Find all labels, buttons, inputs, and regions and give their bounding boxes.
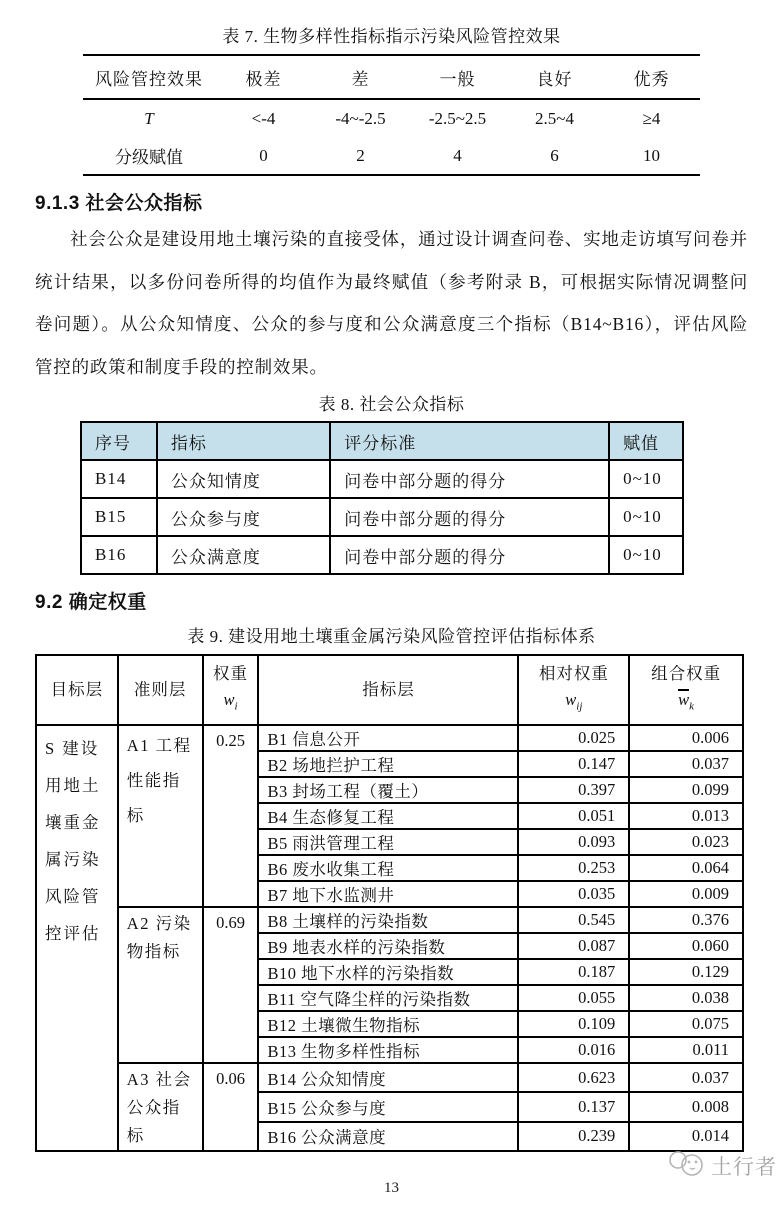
table9-relative-weight: 0.087	[518, 933, 629, 959]
table9-indicator: B11 空气降尘样的污染指数	[258, 985, 518, 1011]
table7-cell: -4~-2.5	[335, 108, 386, 128]
table9-combined-weight: 0.009	[629, 881, 743, 907]
table9-combined-weight: 0.064	[629, 855, 743, 881]
page-number: 13	[384, 1180, 399, 1196]
table9-weight-A2: 0.69	[203, 907, 259, 1063]
table8-cell: B14	[81, 460, 157, 498]
table9-indicator: B8 土壤样的污染指数	[258, 907, 518, 933]
table9-row	[36, 907, 743, 933]
table7-cell: -2.5~2.5	[428, 108, 487, 128]
table9-combined-weight: 0.023	[629, 829, 743, 855]
table9-title: 表 9. 建设用地土壤重金属污染风险管控评估指标体系	[187, 627, 596, 646]
section-9-1-3-paragraph: 社会公众是建设用地土壤污染的直接受体，通过设计调查问卷、实地走访填写问卷并统计结果，以多份问卷所得的均值作为最终赋值（参考附录 B，可根据实际情况调整问卷问题）。从公众知情度、公众的参与度和公众满意度三个指标（B14~B16），评估风险管控的政策和制度手段的控制效果。	[35, 229, 748, 377]
table9-indicator: B9 地表水样的污染指数	[258, 933, 518, 959]
table7-col-verypoor: 极差	[245, 69, 282, 89]
table9-weight-system	[35, 654, 744, 1152]
section-heading-9-1-3: 9.1.3 社会公众指标	[35, 193, 203, 214]
table9-col-relative-label: 相对权重	[538, 663, 609, 683]
table9-indicator: B10 地下水样的污染指数	[258, 959, 518, 985]
table8-cell: 公众知情度	[157, 460, 330, 498]
table9-indicator: B14 公众知情度	[258, 1063, 518, 1092]
table9-weight-A1: 0.25	[203, 725, 259, 907]
table9-col-weight-label: 权重	[213, 663, 249, 683]
table9-indicator: B16 公众满意度	[258, 1122, 518, 1151]
table8-cell: 公众参与度	[157, 498, 330, 536]
table9-col-combined-label: 组合权重	[651, 663, 722, 683]
table9-relative-weight: 0.109	[518, 1011, 629, 1037]
table7-row-label: T	[144, 108, 154, 128]
table9-row	[36, 725, 743, 751]
table7-cell: 2	[356, 145, 365, 165]
table9-relative-weight: 0.253	[518, 855, 629, 881]
table7-col-excellent: 优秀	[633, 69, 670, 89]
table7-header-row	[83, 55, 700, 99]
table9-goal-cell: S 建设用地土壤重金属污染风险管控评估	[36, 725, 118, 1151]
table8-row-B16	[81, 536, 683, 574]
table9-combined-weight: 0.075	[629, 1011, 743, 1037]
table9-col-relative-weight	[518, 655, 629, 725]
table8-col-no: 序号	[81, 422, 157, 460]
table8-col-indicator: 指标	[157, 422, 330, 460]
table7-cell: 2.5~4	[535, 108, 574, 128]
watermark-label: 土行者	[711, 1156, 777, 1179]
table9-indicator: B1 信息公开	[258, 725, 518, 751]
table9-relative-weight: 0.025	[518, 725, 629, 751]
table9-relative-weight: 0.239	[518, 1122, 629, 1151]
table9-indicator: B3 封场工程（覆土）	[258, 777, 518, 803]
table9-col-combined-weight	[629, 655, 743, 725]
table8-col-value: 赋值	[609, 422, 683, 460]
table9-col-goal: 目标层	[36, 655, 118, 725]
table9-indicator: B12 土壤微生物指标	[258, 1011, 518, 1037]
table7-cell: 6	[550, 145, 559, 165]
table9-criterion-A3: A3 社会公众指标	[118, 1063, 203, 1151]
table7-title: 表 7. 生物多样性指标指示污染风险管控效果	[222, 27, 561, 46]
table9-combined-weight: 0.376	[629, 907, 743, 933]
table9-col-indicator: 指标层	[258, 655, 518, 725]
table9-combined-weight: 0.011	[629, 1037, 743, 1063]
table9-combined-weight: 0.099	[629, 777, 743, 803]
table9-combined-weight: 0.008	[629, 1092, 743, 1121]
table7-col-good: 良好	[536, 69, 573, 89]
table9-criterion-A2: A2 污染物指标	[118, 907, 203, 1063]
section-heading-9-2: 9.2 确定权重	[35, 592, 147, 613]
table9-header-row	[36, 655, 743, 725]
table9-relative-weight: 0.035	[518, 881, 629, 907]
table8-col-criteria: 评分标准	[330, 422, 609, 460]
table9-indicator: B15 公众参与度	[258, 1092, 518, 1121]
table7-col-poor: 差	[351, 69, 370, 89]
table8-cell: 问卷中部分题的得分	[330, 498, 609, 536]
table9-relative-weight: 0.397	[518, 777, 629, 803]
table8-cell: 问卷中部分题的得分	[330, 536, 609, 574]
table9-relative-weight: 0.051	[518, 803, 629, 829]
table8-cell: 0~10	[609, 536, 683, 574]
table8-cell: 问卷中部分题的得分	[330, 460, 609, 498]
table9-col-weight-symbol: $w_i$	[223, 689, 238, 713]
table9-combined-weight: 0.060	[629, 933, 743, 959]
table7-biodiversity-effect	[83, 54, 700, 176]
table9-criterion-A1: A1 工程性能指标	[118, 725, 203, 907]
table8-cell: 公众满意度	[157, 536, 330, 574]
table7-col-effect: 风险管控效果	[95, 69, 203, 89]
table7-row-T	[83, 99, 700, 137]
table7-cell: <-4	[251, 108, 276, 128]
table9-indicator: B2 场地拦护工程	[258, 751, 518, 777]
table8-public-indicators	[80, 421, 684, 575]
table7-cell: 10	[643, 145, 660, 165]
table8-cell: 0~10	[609, 498, 683, 536]
table8-row-B15	[81, 498, 683, 536]
mascot-icon	[666, 1149, 708, 1183]
table8-row-B14	[81, 460, 683, 498]
table9-relative-weight: 0.093	[518, 829, 629, 855]
table9-col-criterion: 准则层	[118, 655, 203, 725]
table9-row	[36, 1063, 743, 1092]
table9-relative-weight: 0.187	[518, 959, 629, 985]
table9-weight-A3: 0.06	[203, 1063, 259, 1151]
table9-col-combined-symbol: $w_k$	[678, 689, 695, 713]
table8-cell: B16	[81, 536, 157, 574]
table7-col-average: 一般	[439, 69, 476, 89]
table7-cell: 4	[453, 145, 462, 165]
table9-relative-weight: 0.147	[518, 751, 629, 777]
table9-combined-weight: 0.014	[629, 1122, 743, 1151]
table9-combined-weight: 0.006	[629, 725, 743, 751]
table9-relative-weight: 0.545	[518, 907, 629, 933]
table9-col-relative-symbol: $w_{ij}$	[565, 689, 583, 713]
table7-cell: 0	[259, 145, 268, 165]
watermark	[666, 1149, 777, 1183]
table9-indicator: B4 生态修复工程	[258, 803, 518, 829]
table9-indicator: B7 地下水监测井	[258, 881, 518, 907]
table7-cell: ≥4	[642, 108, 661, 128]
table9-indicator: B13 生物多样性指标	[258, 1037, 518, 1063]
table9-combined-weight: 0.037	[629, 751, 743, 777]
table9-relative-weight: 0.623	[518, 1063, 629, 1092]
table9-combined-weight: 0.013	[629, 803, 743, 829]
table8-cell: B15	[81, 498, 157, 536]
table8-cell: 0~10	[609, 460, 683, 498]
table9-indicator: B5 雨洪管理工程	[258, 829, 518, 855]
table9-relative-weight: 0.016	[518, 1037, 629, 1063]
table9-combined-weight: 0.038	[629, 985, 743, 1011]
table9-relative-weight: 0.055	[518, 985, 629, 1011]
table9-combined-weight: 0.129	[629, 959, 743, 985]
table9-combined-weight: 0.037	[629, 1063, 743, 1092]
table9-relative-weight: 0.137	[518, 1092, 629, 1121]
table7-row-label: 分级赋值	[115, 148, 183, 167]
table9-indicator: B6 废水收集工程	[258, 855, 518, 881]
table8-header-row	[81, 422, 683, 460]
table9-col-weight	[203, 655, 259, 725]
table7-row-grade	[83, 137, 700, 175]
table8-title: 表 8. 社会公众指标	[318, 395, 465, 414]
